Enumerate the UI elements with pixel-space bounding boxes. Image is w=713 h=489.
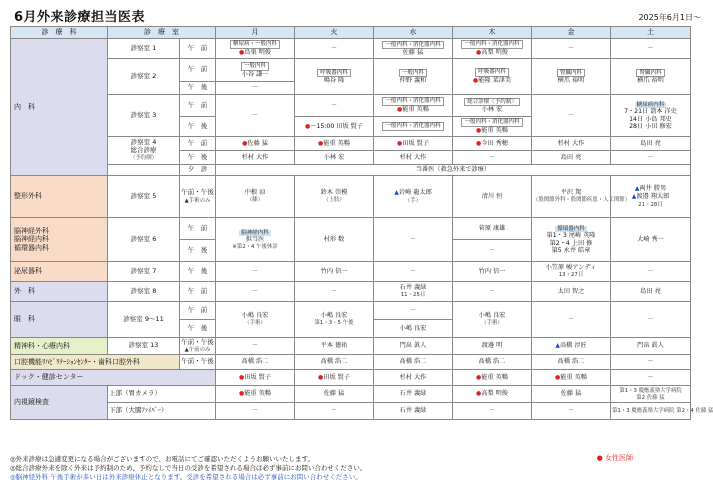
table-row (11, 95, 691, 117)
room-cell: 診察室 6 (108, 218, 180, 262)
doctor-name: 第2・4 上田 修 (549, 239, 593, 247)
time-cell: 午 後 (180, 117, 216, 137)
room-cell: 診察室 9～11 (108, 302, 180, 338)
doctor-name: 鳥巣 明俊 (244, 48, 271, 56)
doctor-name: 岩崎 龍太郎 (398, 188, 432, 196)
dept-oral-rehab: 口腔機能ﾘﾊﾋﾞﾘﾃｰｼｮﾝｾﾝﾀｰ・歯科口腔外科 (11, 355, 180, 370)
female-icon: ● (242, 139, 248, 147)
specialty-note: （膝） (246, 197, 264, 204)
cell (374, 137, 453, 151)
cell: 門畠 眞人 (374, 338, 453, 355)
specialty-tag: 一般内科・消化器内科 (461, 118, 522, 126)
room-cell (108, 165, 180, 176)
specialty-tag: 一般内科・消化器内科 (382, 97, 443, 105)
female-icon: ● (476, 373, 482, 381)
cell: － (216, 262, 295, 282)
doctor-name: 両井 勝男 (639, 185, 667, 192)
room-label: 〈予約制〉 (130, 155, 157, 162)
date-note: 21・28日 (638, 201, 663, 208)
time-cell: 夕 診 (180, 165, 216, 176)
cell (295, 117, 374, 137)
doctor-name: 能重 英暢 (481, 126, 508, 134)
specialty-tag: 一般内科・消化器内科 (382, 41, 443, 49)
room-label: 総合診療 (130, 145, 157, 154)
cell: － (611, 302, 691, 338)
cell (453, 95, 532, 117)
cell: － (216, 82, 295, 95)
doctor-name: 小林 宏 (481, 106, 503, 114)
specialty-tag: 腎臓内科 (636, 69, 664, 77)
cell (216, 302, 295, 338)
cell: － (611, 355, 691, 370)
triangle-icon: ▲ (631, 192, 637, 200)
table-row (11, 165, 691, 176)
cell: 小嶋 良宏 (374, 320, 453, 338)
doctor-name: ～15:00 田坂 賢子 (310, 122, 363, 130)
cell: 髙橋 浩二 (532, 355, 611, 370)
time-note: ▲手術のみ (184, 197, 211, 204)
cell (611, 403, 713, 420)
cell: － (532, 95, 611, 137)
cell: 菅原 康雄 (453, 218, 532, 240)
female-icon: ● (397, 139, 403, 147)
specialty-tag: 腎臓内科 (557, 69, 585, 77)
dept-label: 脳神経内科 (14, 235, 49, 244)
time-note: ▲午前のみ (184, 347, 211, 353)
cell: 渡邊 明 (453, 338, 532, 355)
doctor-name: 第1・3 尾崎 英隆 (546, 232, 596, 240)
specialty-tag: 一般内科 (241, 62, 269, 70)
cell: － (295, 282, 374, 302)
doctor-name: 能重 英暢 (402, 105, 429, 113)
female-icon: ● (318, 373, 324, 381)
time-label: 午前・午後 (181, 337, 214, 346)
cell: 石井 義緑 (374, 386, 453, 403)
specialty-note: （手） (404, 197, 422, 204)
triangle-icon: ▲ (634, 185, 640, 192)
cell: － (532, 302, 611, 338)
table-row (11, 59, 691, 82)
time-cell: 午 前 (180, 302, 216, 320)
doctor-name: 渡邉 翔太郎 (636, 192, 670, 200)
date-note: 13・27日 (558, 272, 584, 279)
cell: － (216, 403, 295, 420)
doctor-name: 能重 英暢 (323, 139, 350, 147)
cell (374, 176, 453, 218)
cell (453, 59, 532, 95)
cell (295, 137, 374, 151)
cell (532, 218, 611, 262)
doctor-name: 能重 英暢 (560, 373, 587, 381)
specialty-note: （手術） (481, 320, 503, 327)
doctor-name: 佐藤 猛 (247, 139, 268, 147)
evening-note: 当番医（救急外来で診療） (216, 165, 691, 176)
dept-orthopedics: 整形外科 (11, 176, 108, 218)
room-cell: 上部（胃カメラ） (108, 386, 216, 403)
cell: 小林 宏 (295, 151, 374, 165)
header-mon: 月 (216, 27, 295, 39)
doctor-name: 能隆 菜津美 (478, 76, 512, 84)
cell: － (453, 403, 532, 420)
cell: 島田 亮 (532, 151, 611, 165)
header-dept: 診 療 科 (11, 27, 108, 39)
dept-internal: 内 科 (11, 39, 108, 176)
female-icon: ● (318, 139, 324, 147)
footer-note: ◎外来診療は急遽変更になる場合がございますので、お電話にてご確認いただくようお願いいたします。 (10, 455, 315, 463)
cell: － (453, 282, 532, 302)
schedule-table (10, 26, 713, 420)
cell (216, 176, 295, 218)
cell: － (295, 39, 374, 59)
doctor-name: 鈴木 崇模 (320, 189, 348, 197)
cell: － (611, 151, 691, 165)
doctor-name: 14日 小島 邦史 (629, 115, 672, 123)
female-icon: ● (476, 48, 482, 56)
dept-psychiatry: 精神科・心療内科 (11, 338, 108, 355)
table-row (11, 39, 691, 59)
doctor-name: 第2 佐藤 猛 (636, 395, 665, 401)
doctor-name: 第1・3 慶應義塾大学病院 第2・4 佐藤 猛 (612, 408, 713, 415)
time-cell (180, 338, 216, 355)
doctor-name: 横爪 裕明 (557, 77, 585, 85)
cell: 杉村 大作 (216, 151, 295, 165)
triangle-icon: ▲ (555, 342, 560, 350)
cell: － (532, 403, 611, 420)
cell: － (374, 302, 453, 320)
cell (374, 117, 453, 137)
cell (216, 386, 295, 403)
dept-dock: ドック・健診センター (11, 370, 216, 386)
table-row (11, 370, 691, 386)
footer-note: ◎総合診療外来を除く外来は予約制のため、予約なしで当日の受診を希望される場合は必ず事前にお問い合わせください。 (10, 463, 367, 472)
doctor-name: 高梨 明俊 (481, 390, 508, 398)
doctor-name: 7・21日 箭本 洋史 (624, 108, 677, 116)
cell: － (374, 218, 453, 262)
cell: 杉村 大作 (532, 137, 611, 151)
cell (374, 59, 453, 95)
doctor-name: 小谷 謙一 (241, 70, 269, 78)
doctor-name: 仲野 義和 (399, 77, 427, 85)
female-icon: ● (555, 373, 561, 381)
doctor-name: 横爪 裕明 (637, 77, 664, 85)
cell: － (453, 151, 532, 165)
header-thu: 木 (453, 27, 532, 39)
room-cell: 下部（大腸ﾌｧｲﾊﾞｰ） (108, 403, 216, 420)
room-cell: 診察室 3 (108, 95, 180, 137)
female-icon: ● (476, 126, 482, 134)
legend-label: 女性医師 (605, 454, 633, 462)
cell (453, 137, 532, 151)
specialty-tag: 脳神経内科 (241, 229, 269, 236)
specialty-note: ※第2・4 午後休診 (232, 244, 278, 251)
page-title: 6月外来診療担当医表 (14, 10, 146, 25)
cell (295, 302, 374, 338)
header-room: 診 療 室 (108, 27, 216, 39)
cell: － (611, 39, 691, 59)
cell: － (216, 282, 295, 302)
effective-date: 2025年6月1日～ (638, 13, 701, 22)
cell: 門畠 眞人 (611, 338, 691, 355)
time-label: 午前・午後 (181, 188, 214, 197)
cell (453, 302, 532, 338)
specialty-tag: 一般内科・消化器内科 (461, 40, 522, 48)
specialty-note: （手術） (244, 320, 266, 327)
cell: － (216, 338, 295, 355)
female-icon: ● (472, 76, 479, 84)
doctor-name: 中根 涼 (244, 189, 266, 197)
cell (216, 59, 295, 82)
date-note: 11・25日 (400, 292, 426, 299)
doctor-name: 能重 英暢 (481, 373, 508, 381)
cell: 佐藤 猛 (532, 386, 611, 403)
doctor-name: 田坂 賢子 (323, 373, 350, 381)
triangle-icon: ▲ (394, 188, 399, 196)
room-cell: 診察室 1 (108, 39, 180, 59)
table-row (11, 302, 691, 320)
footer-notes (10, 455, 690, 481)
cell: 髙橋 浩二 (374, 355, 453, 370)
table-row (11, 403, 691, 420)
specialty-tag: 一般内科 (399, 69, 427, 77)
doctor-name: 石井 義緑 (399, 284, 427, 292)
table-row (11, 262, 691, 282)
cell: － (611, 370, 691, 386)
female-icon: ● (305, 122, 311, 130)
cell (374, 95, 453, 117)
female-icon: ● (239, 373, 245, 381)
cell: － (532, 39, 611, 59)
cell: 杉村 大作 (374, 370, 453, 386)
cell (453, 39, 532, 59)
doctor-name: 鳴谷 隆 (323, 77, 345, 85)
female-icon: ● (239, 48, 245, 56)
specialty-tag: 総合診療〈予約制〉 (464, 98, 520, 106)
footer-note: ◎脳神経外科 午後手術が多い日は外来診療休止となります。受診を希望される場合は必ず事前にお問い合わせください。 (10, 472, 362, 481)
cell (611, 95, 691, 137)
specialty-note: 第1・3・5 午後 (314, 320, 354, 327)
time-cell: 午前・午後 (180, 355, 216, 370)
time-cell: 午 後 (180, 240, 216, 262)
doctor-name: 佐藤 猛 (402, 49, 424, 57)
dept-urology: 泌尿器科 (11, 262, 108, 282)
specialty-note: （上肢） (323, 197, 345, 204)
cell (453, 386, 532, 403)
doctor-name: 田坂 賢子 (402, 139, 429, 147)
cell: 竹内 信一 (295, 262, 374, 282)
time-cell: 午 前 (180, 39, 216, 59)
cell: － (453, 240, 532, 262)
cell (611, 386, 691, 403)
cell: － (295, 95, 374, 117)
room-label: 診察室 4 (130, 138, 157, 147)
time-cell: 午 前 (180, 282, 216, 302)
cell (374, 39, 453, 59)
time-cell: 午 前 (180, 137, 216, 151)
doctor-name: 高梨 明俊 (481, 48, 508, 56)
time-cell: 午 後 (180, 82, 216, 95)
cell: 石井 義緑 (374, 403, 453, 420)
doctor-name: 今田 秀穂 (481, 139, 508, 147)
table-row (11, 355, 691, 370)
cell: 島田 亮 (611, 282, 691, 302)
cell (295, 370, 374, 386)
header-tue: 火 (295, 27, 374, 39)
room-cell: 診察室 7 (108, 262, 180, 282)
doctor-name: 第1・3 慶應義塾大学病院 (619, 387, 682, 394)
cell: 髙橋 浩二 (295, 355, 374, 370)
cell: 髙橋 浩二 (216, 355, 295, 370)
cell: 杉村 大作 (374, 151, 453, 165)
specialty-tag: 糖尿病・一般内科 (230, 40, 280, 48)
doctor-name: 小嶋 良宏 (478, 312, 506, 320)
cell (532, 338, 611, 355)
dept-neuro (11, 218, 108, 262)
female-icon: ● (476, 139, 482, 147)
doctor-name: 田坂 賢子 (244, 373, 271, 381)
cell (216, 370, 295, 386)
cell (216, 39, 295, 59)
doctor-name: 小嶋 良宏 (241, 312, 269, 320)
cell (532, 370, 611, 386)
table-row (11, 218, 691, 240)
room-cell: 診察室 5 (108, 176, 180, 218)
doctor-name: 髙橋 淳匠 (559, 342, 587, 350)
dept-endoscopy: 内視鏡検査 (11, 386, 108, 420)
cell: － (374, 262, 453, 282)
doctor-name: 28日 小田 修宏 (629, 122, 672, 130)
table-row (11, 386, 691, 403)
cell: － (295, 403, 374, 420)
cell (216, 218, 295, 262)
time-cell (180, 176, 216, 218)
header-wed: 水 (374, 27, 453, 39)
doctor-name: 第5 永井 皓章 (551, 246, 591, 254)
specialty-tag: 糖尿病内科 (636, 102, 665, 109)
specialty-tag: 循環器内科 (557, 226, 585, 233)
time-cell: 午 後 (180, 151, 216, 165)
time-cell: 午 前 (180, 95, 216, 117)
cell (532, 262, 611, 282)
time-cell: 午 前 (180, 218, 216, 240)
cell: 大崎 秀一 (611, 218, 691, 262)
room-cell (108, 137, 180, 165)
time-cell: 午 前 (180, 59, 216, 82)
cell: 平本 徳祐 (295, 338, 374, 355)
dept-ophthalmology: 眼 科 (11, 302, 108, 338)
cell (295, 59, 374, 95)
room-cell: 診察室 8 (108, 282, 180, 302)
dept-surgery: 外 科 (11, 282, 108, 302)
header-row (11, 27, 691, 39)
female-icon: ● (239, 390, 245, 398)
cell (453, 117, 532, 137)
table-row (11, 338, 691, 355)
room-cell: 診察室 2 (108, 59, 180, 95)
cell: 髙橋 浩二 (453, 355, 532, 370)
specialty-note: （股関節外科・股関節疾患・人工関節） (533, 197, 631, 204)
specialty-tag: 一般内科・消化器内科 (382, 122, 443, 130)
cell: 島田 亮 (611, 137, 691, 151)
specialty-tag: 呼吸器内科 (475, 68, 509, 76)
cell (532, 59, 611, 95)
doctor-name: 平沢 駕 (560, 189, 582, 197)
table-row (11, 282, 691, 302)
time-cell: 午 後 (180, 262, 216, 282)
cell (216, 137, 295, 151)
cell: － (611, 262, 691, 282)
specialty-tag: 呼吸器内科 (317, 69, 351, 77)
female-icon: ● (397, 105, 403, 113)
cell: 竹内 信一 (453, 262, 532, 282)
cell (532, 176, 631, 218)
dept-label: 循環器内科 (14, 243, 49, 252)
time-cell: 午 後 (180, 320, 216, 338)
cell (295, 176, 374, 218)
cell: － (216, 95, 295, 137)
table-row (11, 137, 691, 151)
cell (453, 370, 532, 386)
dept-label: 脳神経外科 (14, 227, 49, 236)
header-fri: 金 (532, 27, 611, 39)
doctor-name: 小嶋 良宏 (320, 312, 348, 320)
cell: 佐藤 猛 (295, 386, 374, 403)
cell: 清川 恒 (453, 176, 532, 218)
doctor-name: 小笠原 峻アンディ (545, 264, 597, 272)
female-icon: ● (596, 454, 603, 462)
female-icon: ● (476, 390, 482, 398)
doctor-name: 担当医 (245, 235, 265, 243)
header-sat: 土 (611, 27, 691, 39)
cell (374, 282, 453, 302)
table-row (11, 176, 691, 218)
cell: 太田 智之 (532, 282, 611, 302)
cell (611, 59, 691, 95)
room-cell: 診察室 13 (108, 338, 180, 355)
cell: 村形 数 (295, 218, 374, 262)
doctor-name: 能重 英暢 (244, 390, 271, 398)
